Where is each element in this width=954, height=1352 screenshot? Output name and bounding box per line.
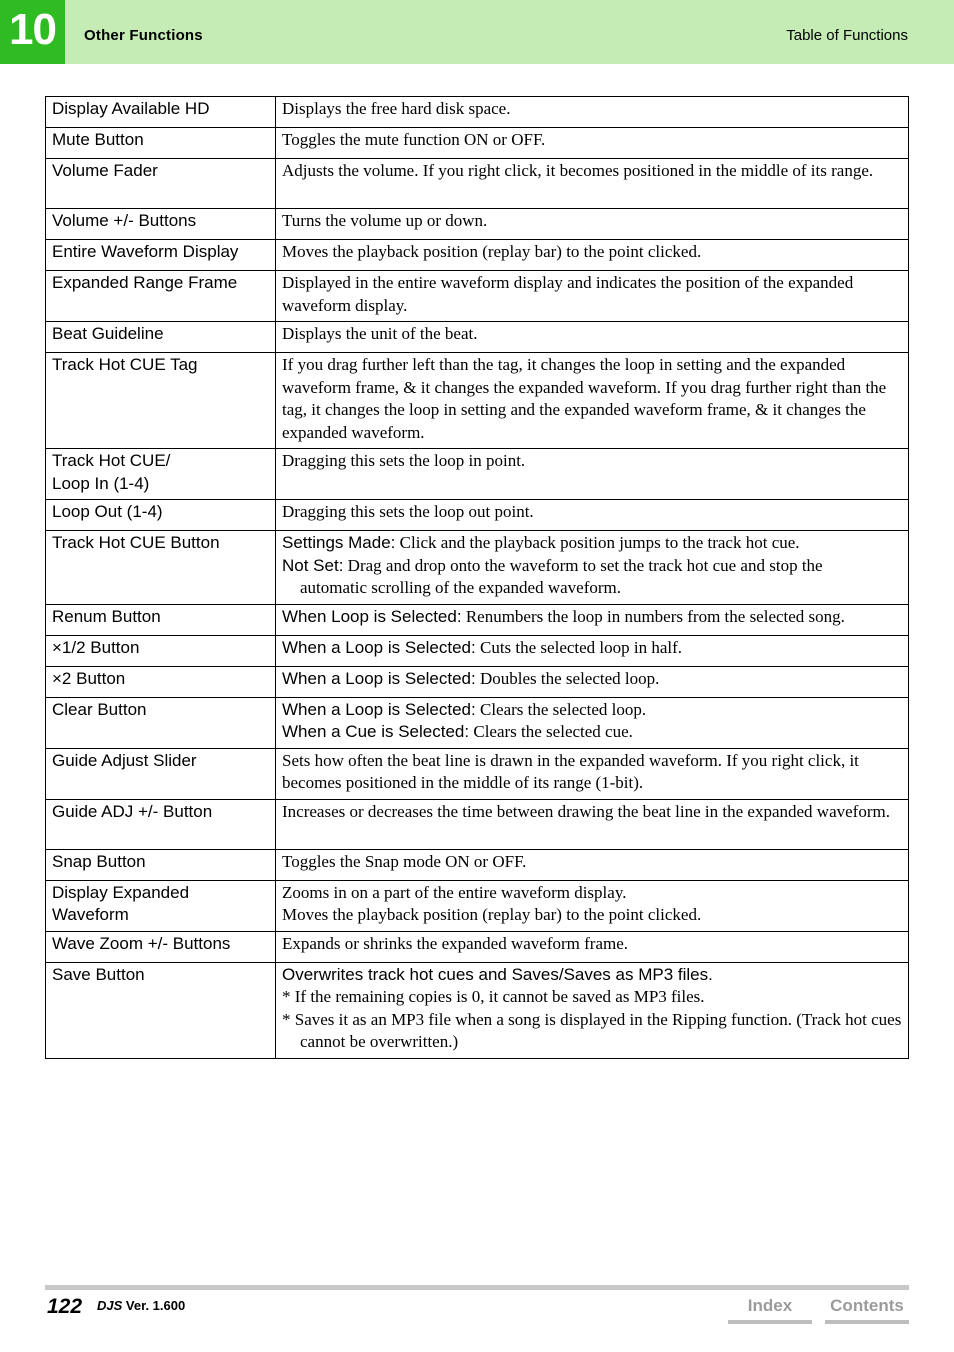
condition-label: When a Cue is Selected: xyxy=(282,722,470,741)
condition-text: Clears the selected cue. xyxy=(473,722,633,741)
function-description: Toggles the mute function ON or OFF. xyxy=(276,128,909,159)
function-description: Displayed in the entire waveform display and indicates the position of the expanded waveform display. xyxy=(276,271,909,322)
function-name: Loop Out (1-4) xyxy=(46,500,276,531)
condition-label: When Loop is Selected: xyxy=(282,606,462,626)
table-row xyxy=(46,635,909,666)
function-description: Sets how often the beat line is drawn in the expanded waveform. If you right click, it becomes positioned in the middle of its range (1-bit). xyxy=(276,748,909,799)
table-row xyxy=(46,128,909,159)
function-description xyxy=(276,880,909,931)
function-description xyxy=(276,697,909,748)
function-name-line: Track Hot CUE/ xyxy=(52,451,171,470)
function-description xyxy=(276,531,909,605)
table-row xyxy=(46,159,909,209)
condition-text-continued: automatic scrolling of the expanded waveform. xyxy=(300,578,621,597)
function-name-line: Loop In (1-4) xyxy=(52,473,150,493)
table-row xyxy=(46,531,909,605)
function-description: Expands or shrinks the expanded waveform frame. xyxy=(276,931,909,962)
contents-link[interactable] xyxy=(825,1294,909,1324)
condition-text: Renumbers the loop in numbers from the selected song. xyxy=(465,606,845,626)
table-row xyxy=(46,500,909,531)
table-row xyxy=(46,849,909,880)
version-number: Ver. 1.600 xyxy=(125,1298,186,1313)
function-description: Turns the volume up or down. xyxy=(276,209,909,240)
function-name: Guide ADJ +/- Button xyxy=(46,799,276,849)
function-description xyxy=(276,635,909,666)
condition-label: Settings Made: xyxy=(282,533,396,552)
index-underline xyxy=(728,1320,812,1324)
table-row xyxy=(46,449,909,500)
footnote: * If the remaining copies is 0, it cannot be saved as MP3 files. xyxy=(282,987,705,1006)
condition-text: Clears the selected loop. xyxy=(479,699,647,719)
function-name: Renum Button xyxy=(46,604,276,635)
function-name: Clear Button xyxy=(46,697,276,748)
function-description: Moves the playback position (replay bar) to the point clicked. xyxy=(276,240,909,271)
function-name: Guide Adjust Slider xyxy=(46,748,276,799)
footnote: * Saves it as an MP3 file when a song is displayed in the Ripping function. (Track hot cues cannot be overwritten.) xyxy=(282,1009,902,1051)
index-link[interactable] xyxy=(728,1294,812,1324)
condition-label: When a Loop is Selected: xyxy=(282,637,476,657)
function-name: Expanded Range Frame xyxy=(46,271,276,322)
contents-underline xyxy=(825,1320,909,1324)
condition-text: Cuts the selected loop in half. xyxy=(479,637,683,657)
function-name: Save Button xyxy=(46,962,276,1058)
table-row xyxy=(46,880,909,931)
table-row xyxy=(46,97,909,128)
function-description: Increases or decreases the time between drawing the beat line in the expanded waveform. xyxy=(276,799,909,849)
function-description xyxy=(276,666,909,697)
chapter-number: 10 xyxy=(0,0,65,64)
section-title: Other Functions xyxy=(84,27,203,44)
index-label: Index xyxy=(747,1296,793,1315)
version-label xyxy=(97,1298,185,1313)
table-row xyxy=(46,322,909,353)
table-row xyxy=(46,209,909,240)
function-name-line: Waveform xyxy=(52,905,129,924)
condition-label: Not Set: xyxy=(282,555,344,575)
function-name: Entire Waveform Display xyxy=(46,240,276,271)
function-name: Snap Button xyxy=(46,849,276,880)
function-name-line: Display Expanded xyxy=(52,882,190,902)
function-name: Display Available HD xyxy=(46,97,276,128)
page-header xyxy=(0,0,954,64)
condition-label: When a Loop is Selected: xyxy=(282,668,476,688)
function-name: Track Hot CUE Button xyxy=(46,531,276,605)
functions-table xyxy=(45,96,909,1059)
function-description: Adjusts the volume. If you right click, it becomes positioned in the middle of its range. xyxy=(276,159,909,209)
function-description: Dragging this sets the loop in point. xyxy=(276,449,909,500)
function-name: Wave Zoom +/- Buttons xyxy=(46,931,276,962)
function-name: ×1/2 Button xyxy=(46,635,276,666)
description-heading: Overwrites track hot cues and Saves/Saves as MP3 files. xyxy=(282,964,713,984)
footer-divider xyxy=(45,1285,909,1290)
table-row xyxy=(46,748,909,799)
table-row xyxy=(46,240,909,271)
table-row xyxy=(46,799,909,849)
function-name: ×2 Button xyxy=(46,666,276,697)
page-number: 122 xyxy=(47,1295,83,1318)
table-row xyxy=(46,271,909,322)
function-description: Toggles the Snap mode ON or OFF. xyxy=(276,849,909,880)
condition-text: Doubles the selected loop. xyxy=(479,668,660,688)
condition-text: Click and the playback position jumps to the track hot cue. xyxy=(399,533,800,552)
table-row xyxy=(46,962,909,1058)
function-name xyxy=(46,880,276,931)
function-description: Dragging this sets the loop out point. xyxy=(276,500,909,531)
condition-text: Drag and drop onto the waveform to set the track hot cue and stop the xyxy=(347,555,823,575)
contents-label: Contents xyxy=(830,1296,904,1315)
function-description xyxy=(276,962,909,1058)
function-name: Volume Fader xyxy=(46,159,276,209)
function-name: Volume +/- Buttons xyxy=(46,209,276,240)
function-description xyxy=(276,604,909,635)
brand-name: DJS xyxy=(97,1298,123,1313)
table-row xyxy=(46,353,909,449)
page-topic: Table of Functions xyxy=(786,27,908,44)
description-line: Zooms in on a part of the entire waveform display. xyxy=(282,882,627,902)
description-line: Moves the playback position (replay bar) to the point clicked. xyxy=(282,905,702,924)
function-name: Beat Guideline xyxy=(46,322,276,353)
table-row xyxy=(46,931,909,962)
table-row xyxy=(46,666,909,697)
function-description: Displays the unit of the beat. xyxy=(276,322,909,353)
function-description: If you drag further left than the tag, it changes the loop in setting and the expanded waveform frame, & it changes the expanded waveform. If you drag further right than the tag, it changes the loop in setting and the expanded waveform frame, & it changes the expanded waveform. xyxy=(276,353,909,449)
table-row xyxy=(46,604,909,635)
function-name: Mute Button xyxy=(46,128,276,159)
table-row xyxy=(46,697,909,748)
function-description: Displays the free hard disk space. xyxy=(276,97,909,128)
function-name: Track Hot CUE Tag xyxy=(46,353,276,449)
condition-label: When a Loop is Selected: xyxy=(282,699,476,719)
function-name xyxy=(46,449,276,500)
